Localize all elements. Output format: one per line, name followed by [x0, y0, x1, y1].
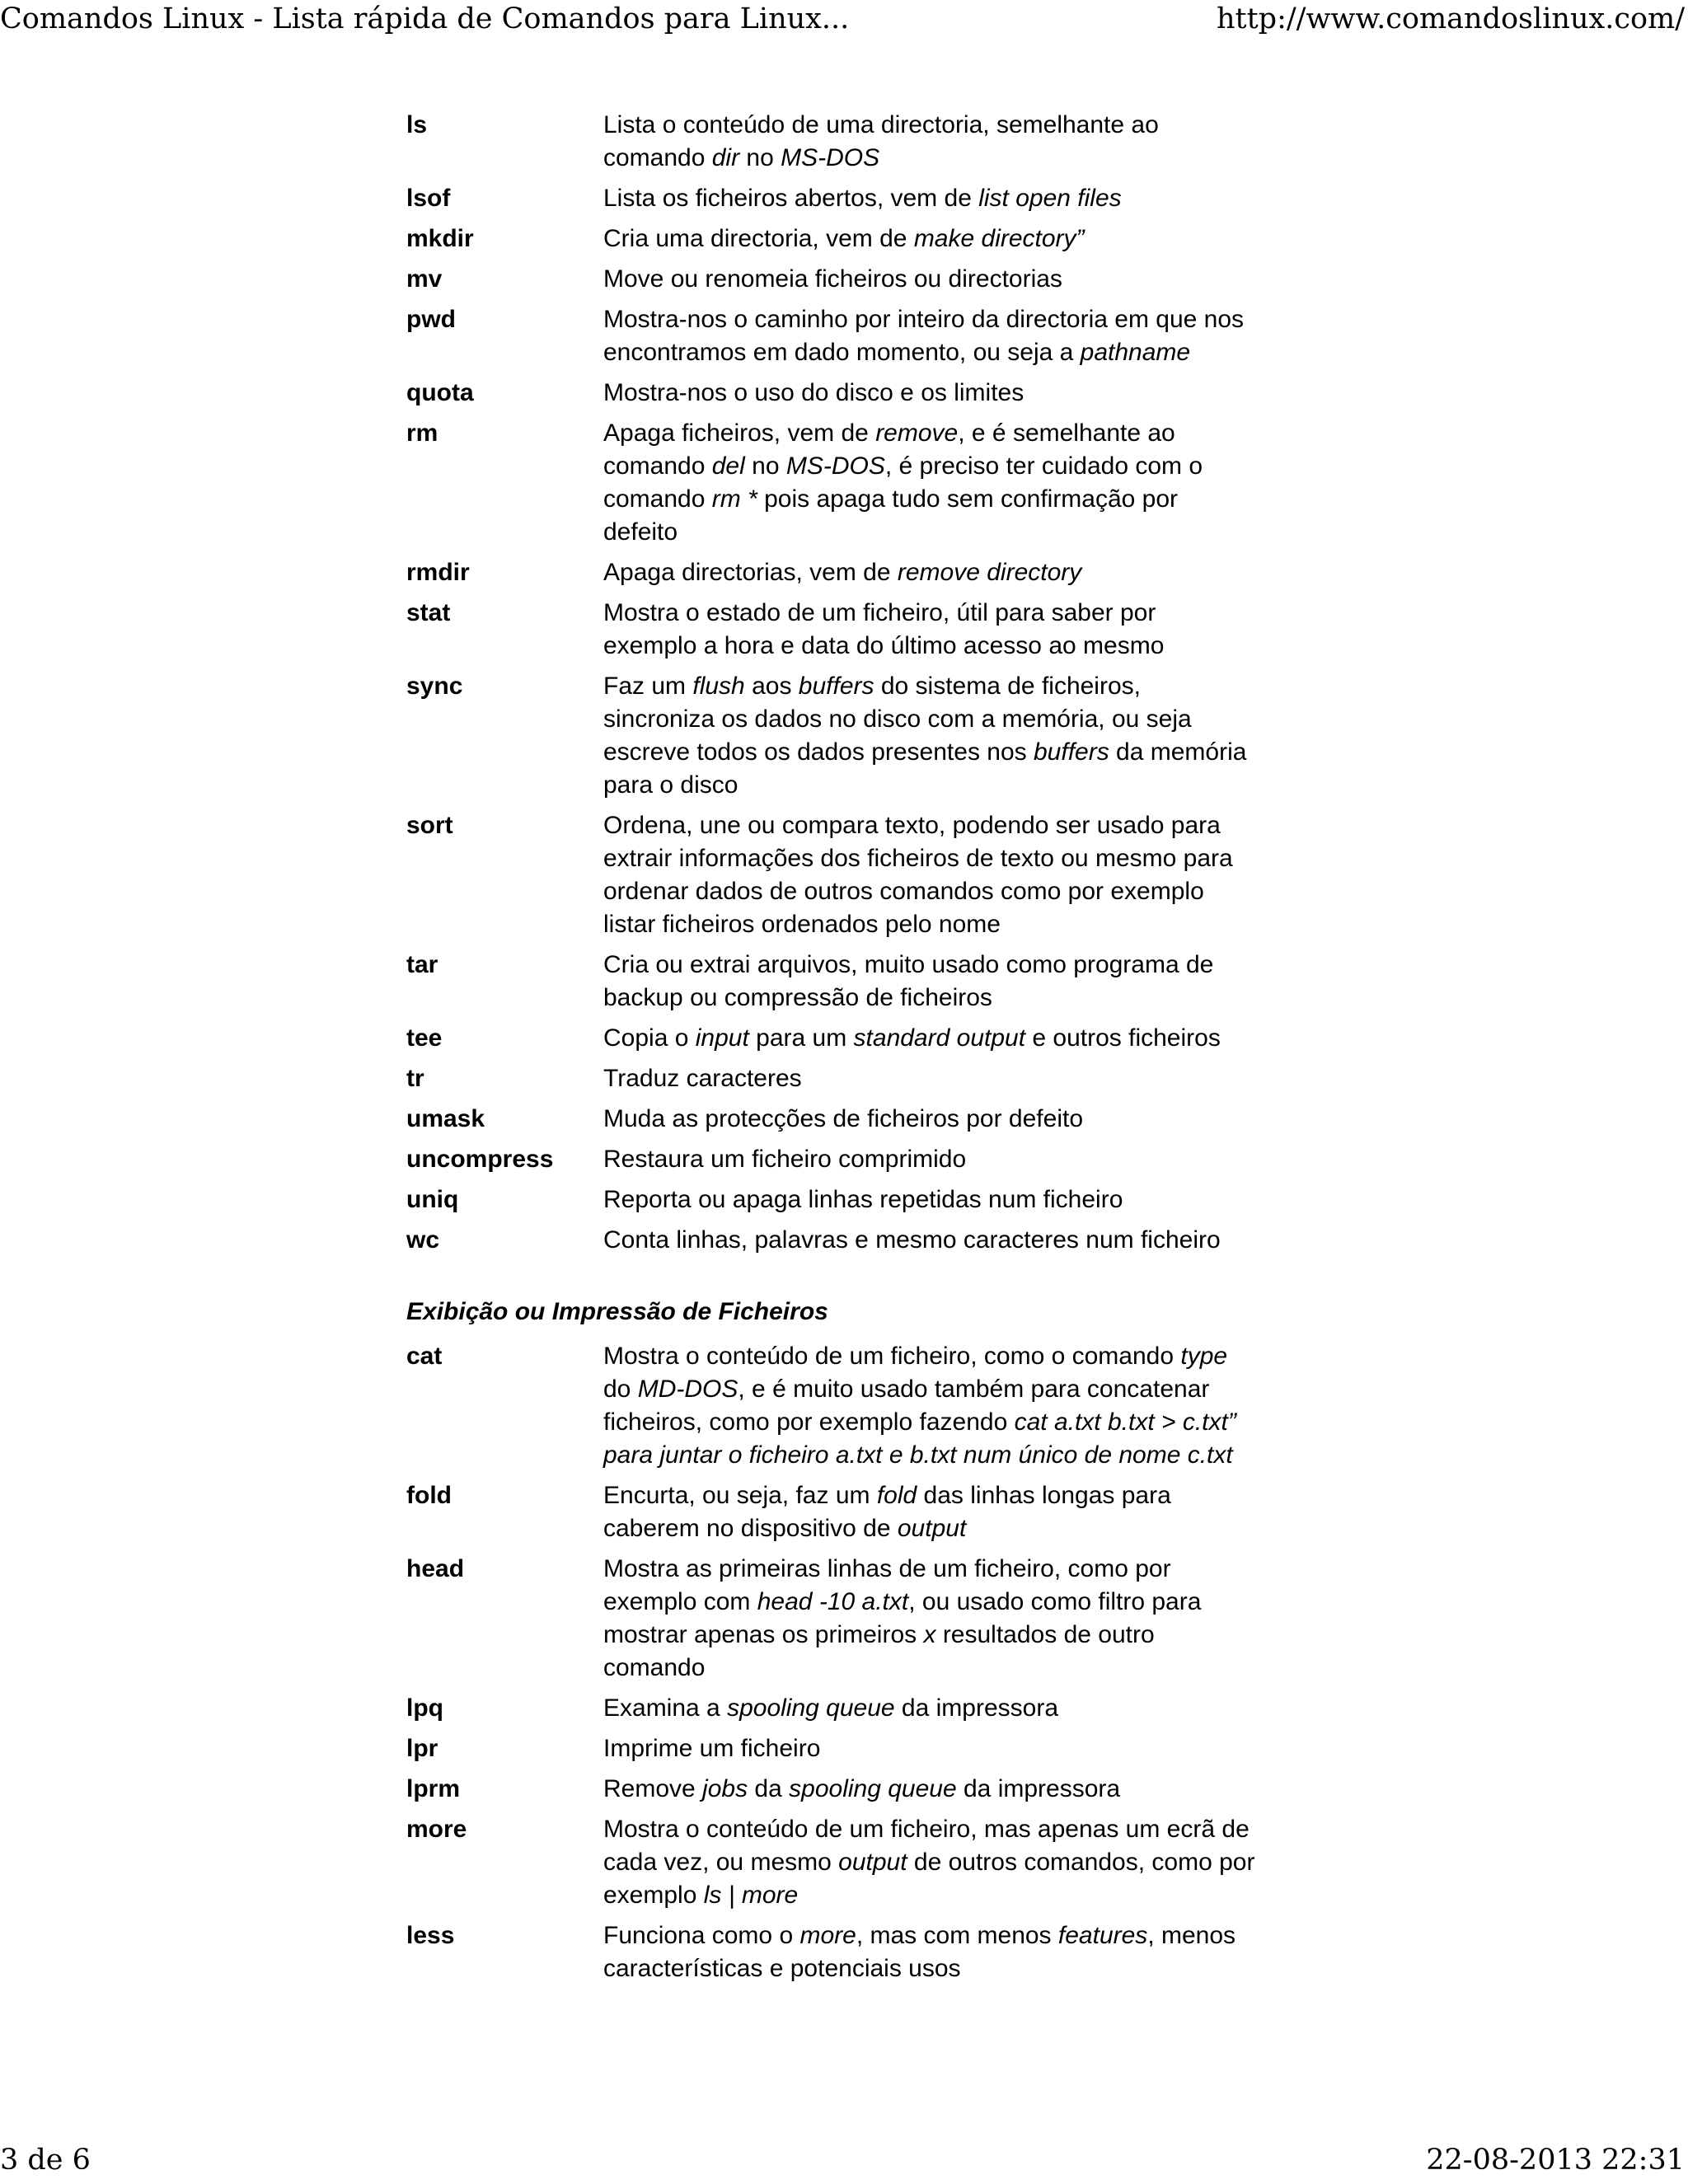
command-name: uncompress: [406, 1146, 554, 1173]
command-description: Mostra o estado de um ficheiro, útil para saber por exemplo a hora e data do último acesso ao mesmo: [603, 599, 1165, 659]
command-name: tr: [406, 1065, 424, 1092]
command-name: mv: [406, 265, 443, 293]
command-row: [406, 1183, 1255, 1224]
emphasized-term: MS-DOS: [781, 144, 880, 171]
command-name: tar: [406, 951, 438, 978]
commands-table-top: [406, 109, 1255, 1264]
emphasized-term: list open files: [978, 185, 1122, 212]
command-description: Mostra-nos o uso do disco e os limites: [603, 379, 1025, 406]
command-description: Funciona como o more, mas com menos features, menos características e potenciais usos: [603, 1922, 1236, 1982]
emphasized-term: rm *: [711, 485, 757, 513]
emphasized-term: MS-DOS: [785, 452, 885, 480]
command-row: [406, 670, 1255, 809]
document-url: http://www.comandoslinux.com/: [1217, 2, 1685, 35]
command-row: [406, 1062, 1255, 1103]
command-description: Lista os ficheiros abertos, vem de list open files: [603, 185, 1122, 212]
command-name: stat: [406, 599, 451, 626]
page-number: 3 de 6: [0, 2144, 91, 2177]
command-row: [406, 263, 1255, 303]
command-description: Apaga ficheiros, vem de remove, e é semelhante ao comando del no MS-DOS, é preciso ter cuidado com o comando rm * pois apaga tudo sem confirmação por defeito: [603, 419, 1203, 546]
emphasized-term: MD-DOS: [637, 1376, 738, 1403]
command-description: Conta linhas, palavras e mesmo caracteres num ficheiro: [603, 1226, 1221, 1254]
print-footer: [0, 2143, 1688, 2177]
command-description: Apaga directorias, vem de remove directory: [603, 559, 1082, 586]
commands-table-body: [406, 1340, 1255, 1993]
emphasized-term: del: [711, 452, 745, 480]
command-row: [406, 1553, 1255, 1692]
command-description: Examina a spooling queue da impressora: [603, 1694, 1059, 1722]
commands-table-bottom: [406, 1340, 1255, 1993]
command-row: [406, 1340, 1255, 1479]
command-row: [406, 303, 1255, 377]
emphasized-term: pathname: [1080, 339, 1191, 366]
command-description: Muda as protecções de ficheiros por defeito: [603, 1105, 1083, 1132]
command-row: [406, 109, 1255, 182]
command-name: rm: [406, 419, 438, 447]
command-row: [406, 1813, 1255, 1919]
command-row: [406, 1224, 1255, 1264]
command-row: [406, 1479, 1255, 1553]
command-description: Mostra o conteúdo de um ficheiro, mas apenas um ecrã de cada vez, ou mesmo output de outros comandos, como por exemplo ls | more: [603, 1816, 1255, 1909]
command-description: Cria uma directoria, vem de make directory”: [603, 225, 1085, 252]
command-name: sort: [406, 812, 453, 839]
command-name: more: [406, 1816, 467, 1843]
emphasized-term: ls | more: [703, 1882, 799, 1909]
commands-table-body: [406, 109, 1255, 1264]
command-row: [406, 1732, 1255, 1773]
command-name: lpq: [406, 1694, 443, 1722]
command-name: quota: [406, 379, 474, 406]
emphasized-term: standard output: [853, 1024, 1026, 1052]
emphasized-term: remove: [875, 419, 959, 447]
emphasized-term: remove directory: [897, 559, 1082, 586]
emphasized-term: more: [799, 1922, 856, 1949]
command-description: Ordena, une ou compara texto, podendo ser usado para extrair informações dos ficheiros de texto ou mesmo para ordenar dados de outros comandos como por exemplo listar ficheiros ordenados pelo nome: [603, 812, 1233, 938]
command-row: [406, 1692, 1255, 1732]
emphasized-term: output: [897, 1515, 967, 1542]
command-name: pwd: [406, 306, 456, 333]
emphasized-term: flush: [692, 673, 745, 700]
command-name: lprm: [406, 1775, 461, 1802]
command-name: cat: [406, 1343, 443, 1370]
command-description: Restaura um ficheiro comprimido: [603, 1146, 967, 1173]
command-description: Move ou renomeia ficheiros ou directorias: [603, 265, 1062, 293]
emphasized-term: output: [838, 1849, 907, 1876]
command-name: uniq: [406, 1186, 459, 1213]
command-description: Mostra as primeiras linhas de um ficheiro, como por exemplo com head -10 a.txt, ou usado como filtro para mostrar apenas os primeiros x resultados de outro comando: [603, 1555, 1202, 1681]
command-row: [406, 597, 1255, 670]
print-header: [0, 2, 1688, 36]
command-description: Faz um flush aos buffers do sistema de ficheiros, sincroniza os dados no disco com a memória, ou seja escreve todos os dados presentes nos buffers da memória para o disco: [603, 673, 1247, 799]
command-description: Mostra o conteúdo de um ficheiro, como o comando type do MD-DOS, e é muito usado também para concatenar ficheiros, como por exemplo fazendo cat a.txt b.txt > c.txt” para juntar o ficheiro a.txt e b.txt num único de nome c.txt: [603, 1343, 1236, 1469]
command-row: [406, 1919, 1255, 1993]
command-description: Copia o input para um standard output e outros ficheiros: [603, 1024, 1221, 1052]
command-description: Remove jobs da spooling queue da impressora: [603, 1775, 1121, 1802]
command-description: Reporta ou apaga linhas repetidas num ficheiro: [603, 1186, 1123, 1213]
emphasized-term: x: [923, 1621, 936, 1648]
emphasized-term: jobs: [702, 1775, 748, 1802]
emphasized-term: make directory”: [913, 225, 1085, 252]
command-description: Encurta, ou seja, faz um fold das linhas longas para caberem no dispositivo de output: [603, 1482, 1171, 1542]
emphasized-term: cat a.txt b.txt > c.txt” para juntar o ficheiro a.txt e b.txt num único de nome c.txt: [603, 1408, 1236, 1469]
emphasized-term: head -10 a.txt: [757, 1588, 909, 1615]
emphasized-term: type: [1180, 1343, 1228, 1370]
command-name: fold: [406, 1482, 452, 1509]
command-row: [406, 949, 1255, 1022]
emphasized-term: fold: [876, 1482, 917, 1509]
command-row: [406, 556, 1255, 597]
emphasized-term: features: [1057, 1922, 1148, 1949]
command-name: rmdir: [406, 559, 470, 586]
command-name: head: [406, 1555, 465, 1582]
emphasized-term: dir: [711, 144, 740, 171]
command-description: Lista o conteúdo de uma directoria, semelhante ao comando dir no MS-DOS: [603, 111, 1159, 171]
command-row: [406, 1143, 1255, 1183]
command-description: Cria ou extrai arquivos, muito usado como programa de backup ou compressão de ficheiros: [603, 951, 1214, 1011]
document-body: [406, 109, 1255, 1993]
print-datetime: 22-08-2013 22:31: [1426, 2144, 1685, 2177]
emphasized-term: buffers: [1033, 738, 1109, 766]
command-row: [406, 1022, 1255, 1062]
command-row: [406, 377, 1255, 417]
emphasized-term: buffers: [798, 673, 874, 700]
command-row: [406, 223, 1255, 263]
command-row: [406, 182, 1255, 223]
command-description: Imprime um ficheiro: [603, 1735, 821, 1762]
section-heading: Exibição ou Impressão de Ficheiros: [406, 1298, 828, 1325]
command-name: lsof: [406, 185, 451, 212]
command-name: umask: [406, 1105, 485, 1132]
emphasized-term: input: [695, 1024, 749, 1052]
command-row: [406, 809, 1255, 949]
document-title: Comandos Linux - Lista rápida de Comandos para Linux...: [0, 2, 850, 35]
command-name: less: [406, 1922, 455, 1949]
emphasized-term: spooling queue: [727, 1694, 895, 1722]
command-name: lpr: [406, 1735, 438, 1762]
command-name: tee: [406, 1024, 443, 1052]
command-name: mkdir: [406, 225, 474, 252]
emphasized-term: spooling queue: [789, 1775, 957, 1802]
command-name: wc: [406, 1226, 440, 1254]
command-row: [406, 1103, 1255, 1143]
command-description: Mostra-nos o caminho por inteiro da directoria em que nos encontramos em dado momento, ou seja a pathname: [603, 306, 1245, 366]
command-row: [406, 1773, 1255, 1813]
command-description: Traduz caracteres: [603, 1065, 802, 1092]
command-name: sync: [406, 673, 463, 700]
command-row: [406, 417, 1255, 556]
command-name: ls: [406, 111, 428, 138]
